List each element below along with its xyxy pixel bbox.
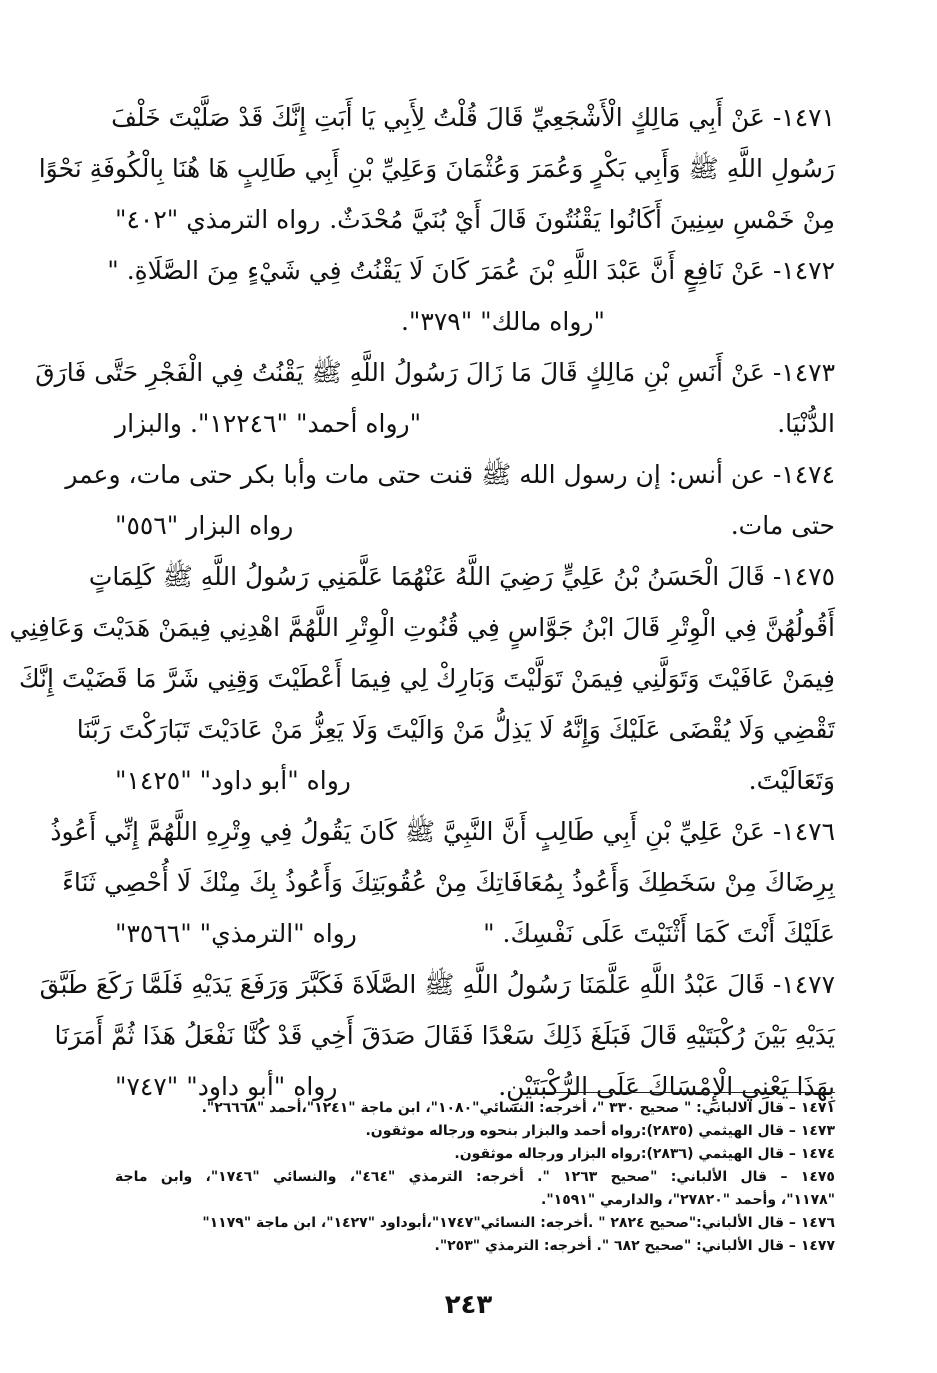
text-segment: بِهَذَا يَعْنِي الْإِمْسَاكَ عَلَى الرُّكْبَتَيْنِ. bbox=[498, 1072, 835, 1101]
text-segment: مِنْ خَمْسِ سِنِينَ أَكَانُوا يَقْنُتُونَ قَالَ أَيْ بُنَيَّ مُحْدَثٌ. bbox=[329, 205, 835, 234]
text-line: أَقُولُهُنَّ فِي الْوِتْرِ قَالَ ابْنُ جَوَّاسٍ فِي قُنُوتِ الْوِتْرِ اللَّهُمَّ اهْدِنِي فِيمَنْ هَدَيْتَ وَعَافِنِي bbox=[9, 613, 835, 642]
text-line: ١٤٧٣- عَنْ أَنَسِ بْنِ مَالِكٍ قَالَ مَا زَالَ رَسُولُ اللَّهِ ﷺ يَقْنُتُ فِي الْفَجْرِ حَتَّى فَارَقَ bbox=[35, 358, 835, 387]
footnote-line: ١٤٧٦ – قال الألباني:"صحيح ٢٨٢٤ " .أخرجه: النسائي"١٧٤٧"،أبوداود "١٤٢٧"، ابن ماجة "١١٧٩" bbox=[202, 1215, 835, 1231]
text-line bbox=[115, 755, 835, 806]
text-line bbox=[115, 398, 835, 449]
text-line bbox=[115, 296, 835, 347]
text-line: بِرِضَاكَ مِنْ سَخَطِكَ وَأَعُوذُ بِمُعَافَاتِكَ مِنْ عُقُوبَتِكَ وَأَعُوذُ بِكَ مِنْكَ لَا أُحْصِي ثَنَاءً bbox=[62, 868, 835, 897]
footnote-line: ١٤٧٧ – قال الألباني: "صحيح ٦٨٢ ". أخرجه: الترمذي "٢٥٣". bbox=[434, 1238, 835, 1254]
hadith-source: "رواه أحمد" "١٢٢٤٦". والبزار bbox=[115, 409, 422, 438]
text-line: تَقْضِي وَلَا يُقْضَى عَلَيْكَ وَإِنَّهُ لَا يَذِلُّ مَنْ وَالَيْتَ وَلَا يَعِزُّ مَنْ عَادَيْتَ تَبَارَكْتَ رَبَّنَا bbox=[76, 715, 835, 744]
text-line: يَدَيْهِ بَيْنَ رُكْبَتَيْهِ قَالَ فَبَلَغَ ذَلِكَ سَعْدًا فَقَالَ صَدَقَ أَخِي قَدْ كُنَّا نَفْعَلُ هَذَا ثُمَّ أَمَرَنَا bbox=[54, 1021, 835, 1050]
text-line bbox=[115, 908, 835, 959]
hadith-source: رواه "أبو داود" "١٤٢٥" bbox=[115, 766, 351, 795]
hadith-source: رواه "أبو داود" "٧٤٧" bbox=[115, 1072, 338, 1101]
footnote-line: ١٤٧٥ – قال الألباني: "صحيح ١٢٦٣ ". أخرجه: الترمذي "٤٦٤"، والنسائي "١٧٤٦"، وابن ماجة bbox=[115, 1169, 835, 1185]
text-line: ١٤٧٤- عن أنس: إن رسول الله ﷺ قنت حتى مات وأبا بكر حتى مات، وعمر bbox=[65, 460, 835, 489]
text-line: ١٤٧١- عَنْ أَبِي مَالِكٍ الْأَشْجَعِيِّ قَالَ قُلْتُ لِأَبِي يَا أَبَتِ إِنَّكَ قَدْ صَلَّيْتَ خَلْفَ bbox=[111, 103, 835, 132]
text-line: ١٤٧٦- عَنْ عَلِيِّ بْنِ أَبِي طَالِبٍ أَنَّ النَّبِيَّ ﷺ كَانَ يَقُولُ فِي وِتْرِهِ اللَّهُمَّ إِنِّي أَعُوذُ bbox=[50, 817, 835, 846]
text-line: ١٤٧٥- قَالَ الْحَسَنُ بْنُ عَلِيٍّ رَضِيَ اللَّهُ عَنْهُمَا عَلَّمَنِي رَسُولُ اللَّهِ ﷺ كَلِمَاتٍ bbox=[88, 562, 835, 591]
text-line: فِيمَنْ عَافَيْتَ وَتَوَلَّنِي فِيمَنْ تَوَلَّيْتَ وَبَارِكْ لِي فِيمَا أَعْطَيْتَ وَقِنِي شَرَّ مَا قَضَيْتَ إِنَّكَ bbox=[18, 664, 835, 693]
text-segment: الدُّنْيَا. bbox=[777, 409, 835, 438]
page-number: ٢٤٣ bbox=[444, 1290, 493, 1320]
text-line bbox=[115, 500, 835, 551]
text-segment: حتى مات. bbox=[730, 511, 835, 540]
hadith-source: رواه الترمذي "٤٠٢" bbox=[115, 205, 321, 234]
hadith-source: رواه البزار "٥٥٦" bbox=[115, 511, 294, 540]
text-line bbox=[115, 194, 835, 245]
footnote-line: ١٤٧١ – قال الالباني: " صحيح ٣٣٠ "، أخرجه: النسائي"١٠٨٠"، ابن ماجة "١٢٤١"،أحمد "٢٦٦٦٨". bbox=[201, 1100, 835, 1116]
main-text bbox=[9, 92, 835, 1112]
footnote-divider bbox=[545, 1092, 835, 1093]
footnotes bbox=[115, 1097, 835, 1258]
footnote-line: ١٤٧٤ – قال الهيثمي (٢٨٣٦):رواه البزار ورجاله موثقون. bbox=[454, 1146, 835, 1162]
hadith-source: رواه "الترمذي" "٣٥٦٦" bbox=[115, 919, 357, 948]
text-line: رَسُولِ اللَّهِ ﷺ وَأَبِي بَكْرٍ وَعُمَرَ وَعُثْمَانَ وَعَلِيِّ بْنِ أَبِي طَالِبٍ هَا هُنَا بِالْكُوفَةِ نَحْوًا bbox=[38, 154, 835, 183]
text-line: ١٤٧٧- قَالَ عَبْدُ اللَّهِ عَلَّمَنَا رَسُولُ اللَّهِ ﷺ الصَّلَاةَ فَكَبَّرَ وَرَفَعَ يَدَيْهِ فَلَمَّا رَكَعَ طَبَّقَ bbox=[39, 970, 835, 999]
text-segment: وَتَعَالَيْتَ. bbox=[748, 766, 835, 795]
footnote-line: "١١٧٨"، وأحمد "٢٧٨٢٠"، والدارمي "١٥٩١". bbox=[541, 1192, 835, 1208]
hadith-source: "رواه مالك" "٣٧٩". bbox=[400, 307, 605, 336]
footnote-line: ١٤٧٣ – قال الهيثمي (٢٨٣٥):رواه أحمد والبزار بنحوه ورجاله موثقون. bbox=[365, 1123, 835, 1139]
text-segment: عَلَيْكَ أَنْتَ كَمَا أَثْنَيْتَ عَلَى نَفْسِكَ. " bbox=[483, 919, 835, 948]
text-line: ١٤٧٢- عَنْ نَافِعٍ أَنَّ عَبْدَ اللَّهِ بْنَ عُمَرَ كَانَ لَا يَقْنُتُ فِي شَيْءٍ مِنَ الصَّلَاةِ. " bbox=[107, 256, 835, 285]
